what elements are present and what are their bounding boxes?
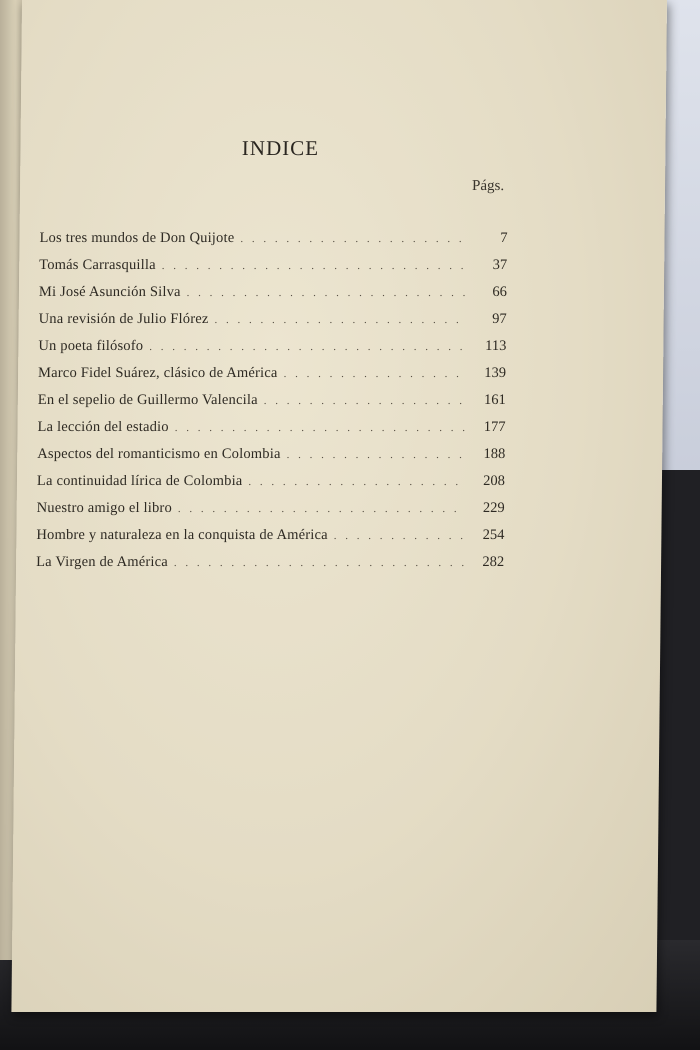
toc-entry — [38, 365, 506, 392]
dot-leader — [178, 503, 465, 515]
toc-entry — [37, 419, 505, 446]
dot-leader — [287, 449, 466, 461]
toc-entry — [36, 527, 504, 554]
entry-page-number: 229 — [482, 500, 505, 516]
entry-title: Mi José Asunción Silva — [38, 284, 181, 300]
dot-leader — [334, 530, 465, 542]
entry-title: Marco Fidel Suárez, clásico de América — [38, 365, 278, 381]
entry-title: Nuestro amigo el libro — [36, 500, 173, 516]
entry-title: Los tres mundos de Don Quijote — [39, 230, 235, 246]
entry-page-number: 254 — [482, 527, 505, 543]
dot-leader — [248, 476, 465, 488]
page-title: INDICE — [241, 136, 320, 160]
toc-entry — [39, 230, 507, 257]
dot-leader — [264, 395, 466, 407]
toc-entry — [36, 554, 504, 581]
entry-page-number: 7 — [500, 230, 508, 246]
dot-leader — [149, 341, 466, 353]
book-page — [11, 0, 667, 1012]
dot-leader — [284, 368, 467, 380]
entry-title: La Virgen de América — [36, 554, 169, 570]
dot-leader — [214, 314, 466, 326]
table-of-contents — [36, 230, 508, 581]
toc-entry — [38, 392, 506, 419]
toc-entry — [36, 500, 504, 527]
entry-title: En el sepelio de Guillermo Valencila — [37, 392, 258, 408]
entry-page-number: 139 — [484, 365, 507, 381]
pages-column-label: Págs. — [471, 178, 505, 194]
entry-page-number: 177 — [483, 419, 506, 435]
toc-entry — [39, 284, 507, 311]
entry-page-number: 282 — [482, 554, 505, 570]
entry-page-number: 113 — [485, 338, 507, 354]
entry-title: Una revisión de Julio Flórez — [38, 311, 209, 327]
toc-entry — [38, 311, 506, 338]
entry-page-number: 66 — [492, 284, 508, 300]
entry-title: La lección del estadio — [37, 419, 169, 435]
dot-leader — [175, 422, 466, 434]
dot-leader — [240, 233, 467, 245]
entry-page-number: 97 — [492, 311, 507, 327]
entry-page-number: 208 — [483, 473, 506, 489]
entry-page-number: 37 — [492, 257, 508, 273]
toc-entry — [38, 338, 506, 365]
dot-leader — [162, 260, 468, 272]
toc-entry — [37, 473, 505, 500]
entry-title: Un poeta filósofo — [38, 338, 144, 354]
entry-page-number: 188 — [483, 446, 506, 462]
toc-entry — [37, 446, 505, 473]
entry-title: Tomás Carrasquilla — [39, 257, 156, 273]
entry-title: La continuidad lírica de Colombia — [36, 473, 243, 489]
dot-leader — [174, 557, 464, 569]
entry-title: Aspectos del romanticismo en Colombia — [37, 446, 281, 462]
entry-page-number: 161 — [483, 392, 506, 408]
toc-entry — [39, 257, 507, 284]
entry-title: Hombre y naturaleza en la conquista de América — [36, 527, 328, 543]
dot-leader — [187, 287, 467, 299]
